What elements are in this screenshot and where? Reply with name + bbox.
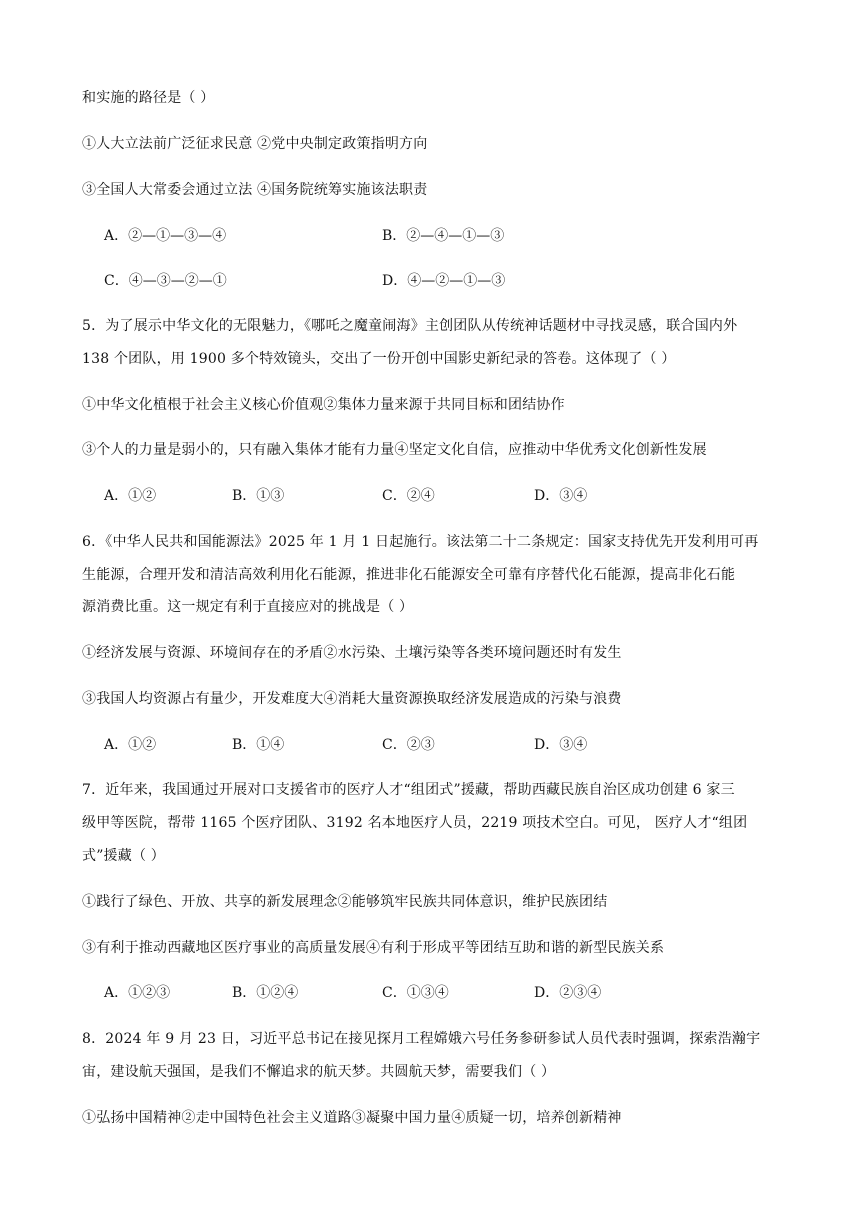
q7-option-d: D．②③④ <box>534 985 602 1001</box>
q4-statement-2: ③全国人大常委会通过立法 ④国务院统筹实施该法职责 <box>82 182 428 198</box>
q4-option-d: D．④—②—①—③ <box>382 273 506 289</box>
q7-option-a: A．①②③ <box>104 985 171 1001</box>
q5-option-b: B．①③ <box>232 488 285 504</box>
q4-option-a: A．②—①—③—④ <box>104 228 227 244</box>
q6-option-a: A．①② <box>104 737 157 753</box>
q6-option-c: C．②③ <box>382 737 435 753</box>
q6-option-b: B．①④ <box>232 737 285 753</box>
q5-option-a: A．①② <box>104 488 157 504</box>
q4-statement-1: ①人大立法前广泛征求民意 ②党中央制定政策指明方向 <box>82 136 428 152</box>
q8-stem-line-1: 8．2024 年 9 月 23 日，习近平总书记在接见探月工程嫦娥六号任务参研参试人员代表时强调，探索浩瀚宇 <box>82 1031 761 1047</box>
q5-option-c: C．②④ <box>382 488 435 504</box>
q5-stem-line-2: 138 个团队，用 1900 多个特效镜头，交出了一份开创中国影史新纪录的答卷。这体现了（ ） <box>82 351 676 367</box>
q4-stem-end: 和实施的路径是（ ） <box>82 90 215 106</box>
q5-statement-1: ①中华文化植根于社会主义核心价值观②集体力量来源于共同目标和团结协作 <box>82 397 565 413</box>
q6-stem-line-2: 生能源，合理开发和清洁高效利用化石能源，推进非化石能源安全可靠有序替代化石能源，提高非化石能 <box>82 567 736 583</box>
q6-statement-1: ①经济发展与资源、环境间存在的矛盾②水污染、土壤污染等各类环境问题还时有发生 <box>82 645 622 661</box>
q4-option-c: C．④—③—②—① <box>104 273 227 289</box>
q7-option-b: B．①②④ <box>232 985 299 1001</box>
q4-option-b: B．②—④—①—③ <box>382 228 505 244</box>
q8-statement-1: ①弘扬中国精神②走中国特色社会主义道路③凝聚中国力量④质疑一切，培养创新精神 <box>82 1110 622 1126</box>
q7-statement-1: ①践行了绿色、开放、共享的新发展理念②能够筑牢民族共同体意识，维护民族团结 <box>82 894 608 910</box>
q8-stem-line-2: 宙，建设航天强国，是我们不懈追求的航天梦。共圆航天梦，需要我们（ ） <box>82 1064 556 1080</box>
q7-statement-2: ③有利于推动西藏地区医疗事业的高质量发展④有利于形成平等团结互助和谐的新型民族关系 <box>82 940 665 956</box>
q5-option-d: D．③④ <box>534 488 588 504</box>
q7-stem-line-2: 级甲等医院，帮带 1165 个医疗团队、3192 名本地医疗人员，2219 项技术空白。可见， 医疗人才“组团 <box>82 815 748 831</box>
q6-option-d: D．③④ <box>534 737 588 753</box>
q5-stem-line-1: 5．为了展示中华文化的无限魅力，《哪吒之魔童闹海》主创团队从传统神话题材中寻找灵感，联合国内外 <box>82 318 738 334</box>
q7-stem-line-3: 式”援藏（ ） <box>82 848 166 864</box>
q7-option-c: C．①③④ <box>382 985 449 1001</box>
q6-statement-2: ③我国人均资源占有量少，开发难度大④消耗大量资源换取经济发展造成的污染与浪费 <box>82 691 622 707</box>
q7-stem-line-1: 7．近年来，我国通过开展对口支援省市的医疗人才“组团式”援藏，帮助西藏民族自治区成功创建 6 家三 <box>82 782 735 798</box>
q6-stem-line-3: 源消费比重。这一规定有利于直接应对的挑战是（ ） <box>82 599 414 615</box>
q5-statement-2: ③个人的力量是弱小的，只有融入集体才能有力量④坚定文化自信，应推动中华优秀文化创新性发展 <box>82 442 707 458</box>
q6-stem-line-1: 6．《中华人民共和国能源法》2025 年 1 月 1 日起施行。该法第二十二条规定：国家支持优先开发利用可再 <box>82 534 759 550</box>
